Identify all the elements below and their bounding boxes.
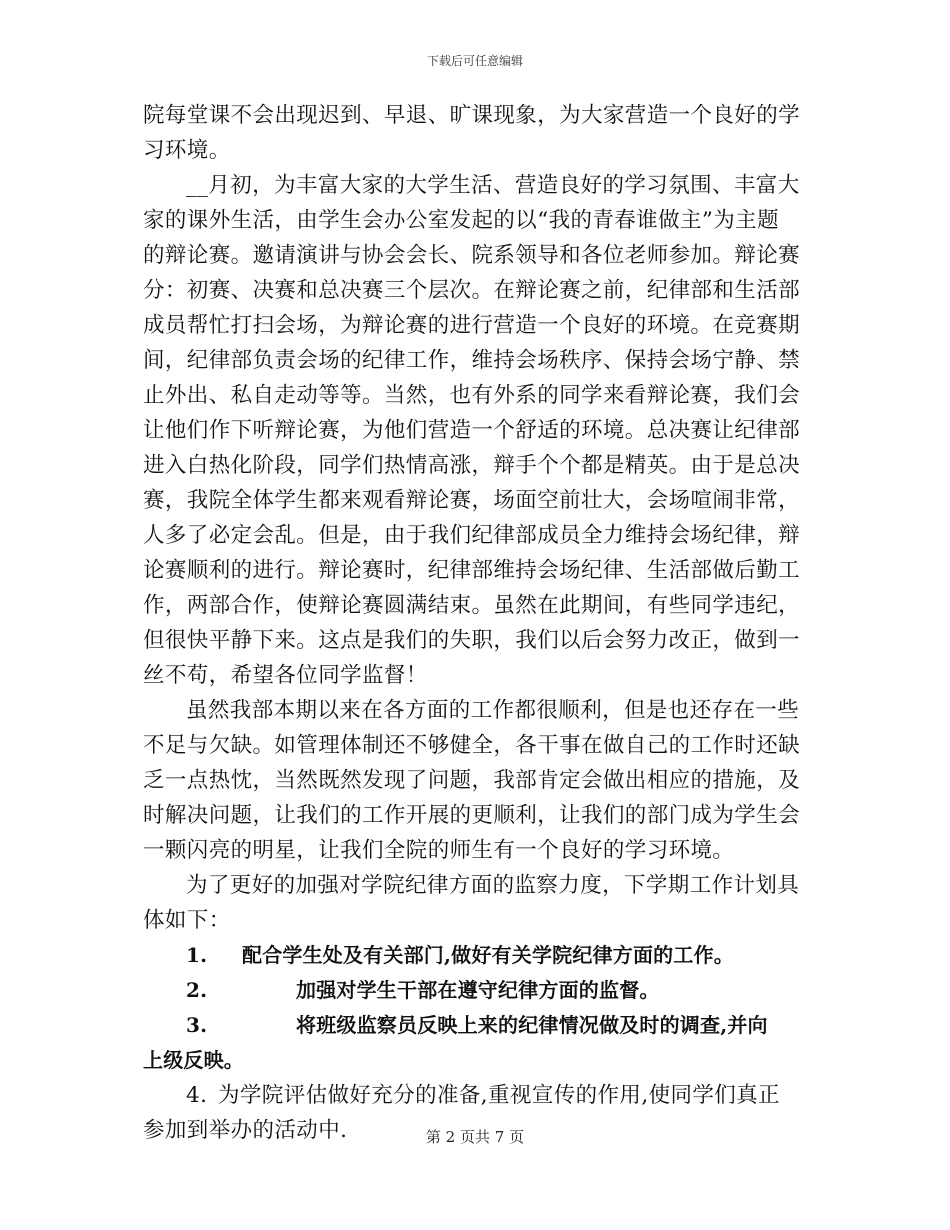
body-line: 赛，我院全体学生都来观看辩论赛，场面空前壮大，会场喧闹非常，	[143, 488, 801, 513]
body-line: 乏一点热忱，当然既然发现了问题，我部肯定会做出相应的措施，及	[143, 768, 801, 793]
plan-item-text: 为学院评估做好充分的准备,重视宣传的作用,使同学们真正	[218, 1083, 780, 1108]
body-line: 虽然我部本期以来在各方面的工作都很顺利，但是也还存在一些	[186, 698, 800, 723]
plan-item-1	[143, 938, 809, 973]
plan-item-text: 加强对学生干部在遵守纪律方面的监督。	[296, 978, 660, 1002]
body-line: 间，纪律部负责会场的纪律工作，维持会场秩序、保持会场宁静、禁	[143, 348, 801, 373]
body-line: 体如下：	[143, 908, 231, 933]
body-line: 家的课外生活，由学生会办公室发起的以“我的青春谁做主”为主题	[143, 208, 779, 233]
body-line: 为了更好的加强对学院纪律方面的监察力度，下学期工作计划具	[186, 873, 800, 898]
plan-item-number: 4.	[186, 1083, 208, 1108]
body-line: 的辩论赛。邀请演讲与协会会长、院系领导和各位老师参加。辩论赛	[143, 243, 801, 268]
body-line: 不足与欠缺。如管理体制还不够健全，各干事在做自己的工作时还缺	[143, 733, 801, 758]
document-body	[143, 98, 809, 1148]
plan-item-4	[143, 1078, 809, 1113]
plan-item-2	[143, 973, 809, 1008]
body-line: 论赛顺利的进行。辩论赛时，纪律部维持会场纪律、生活部做后勤工	[143, 558, 801, 583]
body-line: 让他们作下听辩论赛，为他们营造一个舒适的环境。总决赛让纪律部	[143, 418, 801, 443]
page-header: 下载后可任意编辑	[426, 54, 523, 68]
plan-item-4-continued: 参加到举办的活动中.	[143, 1118, 348, 1143]
body-line: 进入白热化阶段，同学们热情高涨，辩手个个都是精英。由于是总决	[143, 453, 801, 478]
plan-item-text: 将班级监察员反映上来的纪律情况做及时的调查,并向	[296, 1013, 768, 1037]
body-line: 成员帮忙打扫会场，为辩论赛的进行营造一个良好的环境。在竞赛期	[143, 313, 801, 338]
plan-item-number: 1.	[186, 943, 208, 967]
body-line: 时解决问题，让我们的工作开展的更顺利，让我们的部门成为学生会	[143, 803, 801, 828]
body-line: 止外出、私自走动等等。当然，也有外系的同学来看辩论赛，我们会	[143, 383, 801, 408]
plan-item-number: 3.	[186, 1013, 208, 1037]
body-line: 一颗闪亮的明星，让我们全院的师生有一个良好的学习环境。	[143, 838, 735, 863]
body-line: 院每堂课不会出现迟到、早退、旷课现象，为大家营造一个良好的学	[143, 103, 801, 128]
page-footer: 第 2 页共 7 页	[425, 1128, 525, 1146]
body-line: 人多了必定会乱。但是，由于我们纪律部成员全力维持会场纪律，辩	[143, 523, 801, 548]
plan-item-text: 配合学生处及有关部门,做好有关学院纪律方面的工作。	[242, 943, 734, 967]
body-line: __月初，为丰富大家的大学生活、营造良好的学习氛围、丰富大	[186, 173, 800, 198]
plan-item-number: 2.	[186, 978, 208, 1002]
body-line: 但很快平静下来。这点是我们的失职，我们以后会努力改正，做到一	[143, 628, 801, 653]
body-line: 作，两部合作，使辩论赛圆满结束。虽然在此期间，有些同学违纪，	[143, 593, 801, 618]
plan-item-3	[143, 1008, 809, 1043]
body-line: 习环境。	[143, 138, 231, 163]
body-line: 丝不苟，希望各位同学监督！	[143, 663, 428, 688]
body-line: 分：初赛、决赛和总决赛三个层次。在辩论赛之前，纪律部和生活部	[143, 278, 801, 303]
plan-item-3-continued: 上级反映。	[143, 1048, 244, 1072]
